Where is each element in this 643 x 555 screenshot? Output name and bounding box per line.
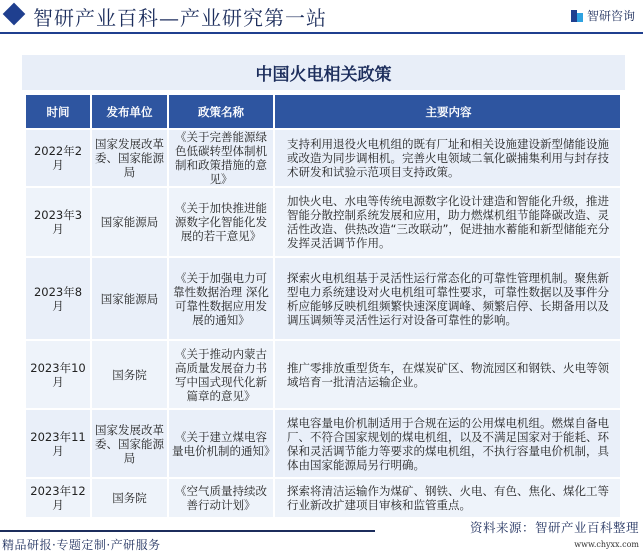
page-header [0, 0, 643, 32]
footer-divider [0, 530, 375, 532]
cell-dept: 国家发展改革委、国家能源局 [92, 410, 169, 477]
header-divider [0, 32, 643, 34]
cell-name: 《关于加强电力可靠性数据治理 深化可靠性数据应用发展的通知》 [169, 258, 275, 339]
table-row [26, 258, 620, 341]
table-title: 中国火电相关政策 [22, 55, 625, 90]
zhiyan-logo-icon [571, 10, 583, 22]
cell-time: 2023年3月 [26, 188, 92, 256]
table-row [26, 410, 620, 479]
cell-dept: 国家能源局 [92, 188, 169, 256]
brand [571, 7, 635, 24]
cell-name: 《关于加快推进能源数字化智能化发展的若干意见》 [169, 188, 275, 256]
cell-dept: 国家发展改革委、国家能源局 [92, 130, 169, 186]
policy-table [26, 95, 620, 519]
diamond-icon [3, 3, 26, 26]
cell-dept: 国务院 [92, 479, 169, 517]
source-note: 资料来源：智研产业百科整理 [469, 520, 639, 535]
cell-time: 2023年10月 [26, 341, 92, 408]
column-header-dept: 发布单位 [92, 95, 169, 128]
column-header-desc: 主要内容 [275, 95, 620, 128]
cell-name: 《关于建立煤电容量电价机制的通知》 [169, 410, 275, 477]
column-header-name: 政策名称 [169, 95, 275, 128]
footer-slogan: 精品研报·专题定制·产研服务 [2, 538, 161, 552]
cell-desc: 推广零排放重型货车，在煤炭矿区、物流园区和钢铁、火电等领域培育一批清洁运输企业。 [275, 341, 620, 408]
cell-desc: 煤电容量电价机制适用于合规在运的公用煤电机组。燃煤自备电厂、不符合国家规划的煤电机组，以及不满足国家对于能耗、环保和灵活调节能力等要求的煤电机组，不执行容量电价机制，具体由国家能源局另行明确。 [275, 410, 620, 477]
column-header-time: 时间 [26, 95, 92, 128]
brand-name: 智研咨询 [586, 9, 635, 23]
table-header-row [26, 95, 620, 130]
cell-name: 《关于完善能源绿色低碳转型体制机制和政策措施的意见》 [169, 130, 275, 186]
source-url: www.chyxx.com [574, 540, 639, 549]
cell-dept: 国务院 [92, 341, 169, 408]
cell-desc: 加快火电、水电等传统电源数字化设计建造和智能化升级，推进智能分散控制系统发展和应用，助力燃煤机组节能降碳改造、灵活性改造、供热改造“三改联动”，促进抽水蓄能和新型储能充分发挥灵活调节作用。 [275, 188, 620, 256]
table-row [26, 479, 620, 519]
table-row [26, 341, 620, 410]
cell-desc: 支持利用退役火电机组的既有厂址和相关设施建设新型储能设施或改造为同步调相机。完善火电领域二氧化碳捕集利用与封存技术研发和试验示范项目支持政策。 [275, 130, 620, 186]
cell-desc: 探索将清洁运输作为煤矿、钢铁、火电、有色、焦化、煤化工等行业新改扩建项目审核和监管重点。 [275, 479, 620, 517]
cell-time: 2023年12月 [26, 479, 92, 517]
table-row [26, 130, 620, 188]
cell-name: 《空气质量持续改善行动计划》 [169, 479, 275, 517]
cell-desc: 探索火电机组基于灵活性运行常态化的可靠性管理机制。聚焦新型电力系统建设对火电机组可靠性要求，可靠性数据以及事件分析应能够反映机组频繁快速深度调峰、频繁启停、长期备用以及调压调频等灵活性运行对设备可靠性的影响。 [275, 258, 620, 339]
cell-name: 《关于推动内蒙古高质量发展奋力书写中国式现代化新篇章的意见》 [169, 341, 275, 408]
cell-time: 2022年2月 [26, 130, 92, 186]
page-title: 智研产业百科—产业研究第一站 [33, 6, 327, 30]
cell-time: 2023年11月 [26, 410, 92, 477]
cell-dept: 国家能源局 [92, 258, 169, 339]
table-row [26, 188, 620, 258]
cell-time: 2023年8月 [26, 258, 92, 339]
